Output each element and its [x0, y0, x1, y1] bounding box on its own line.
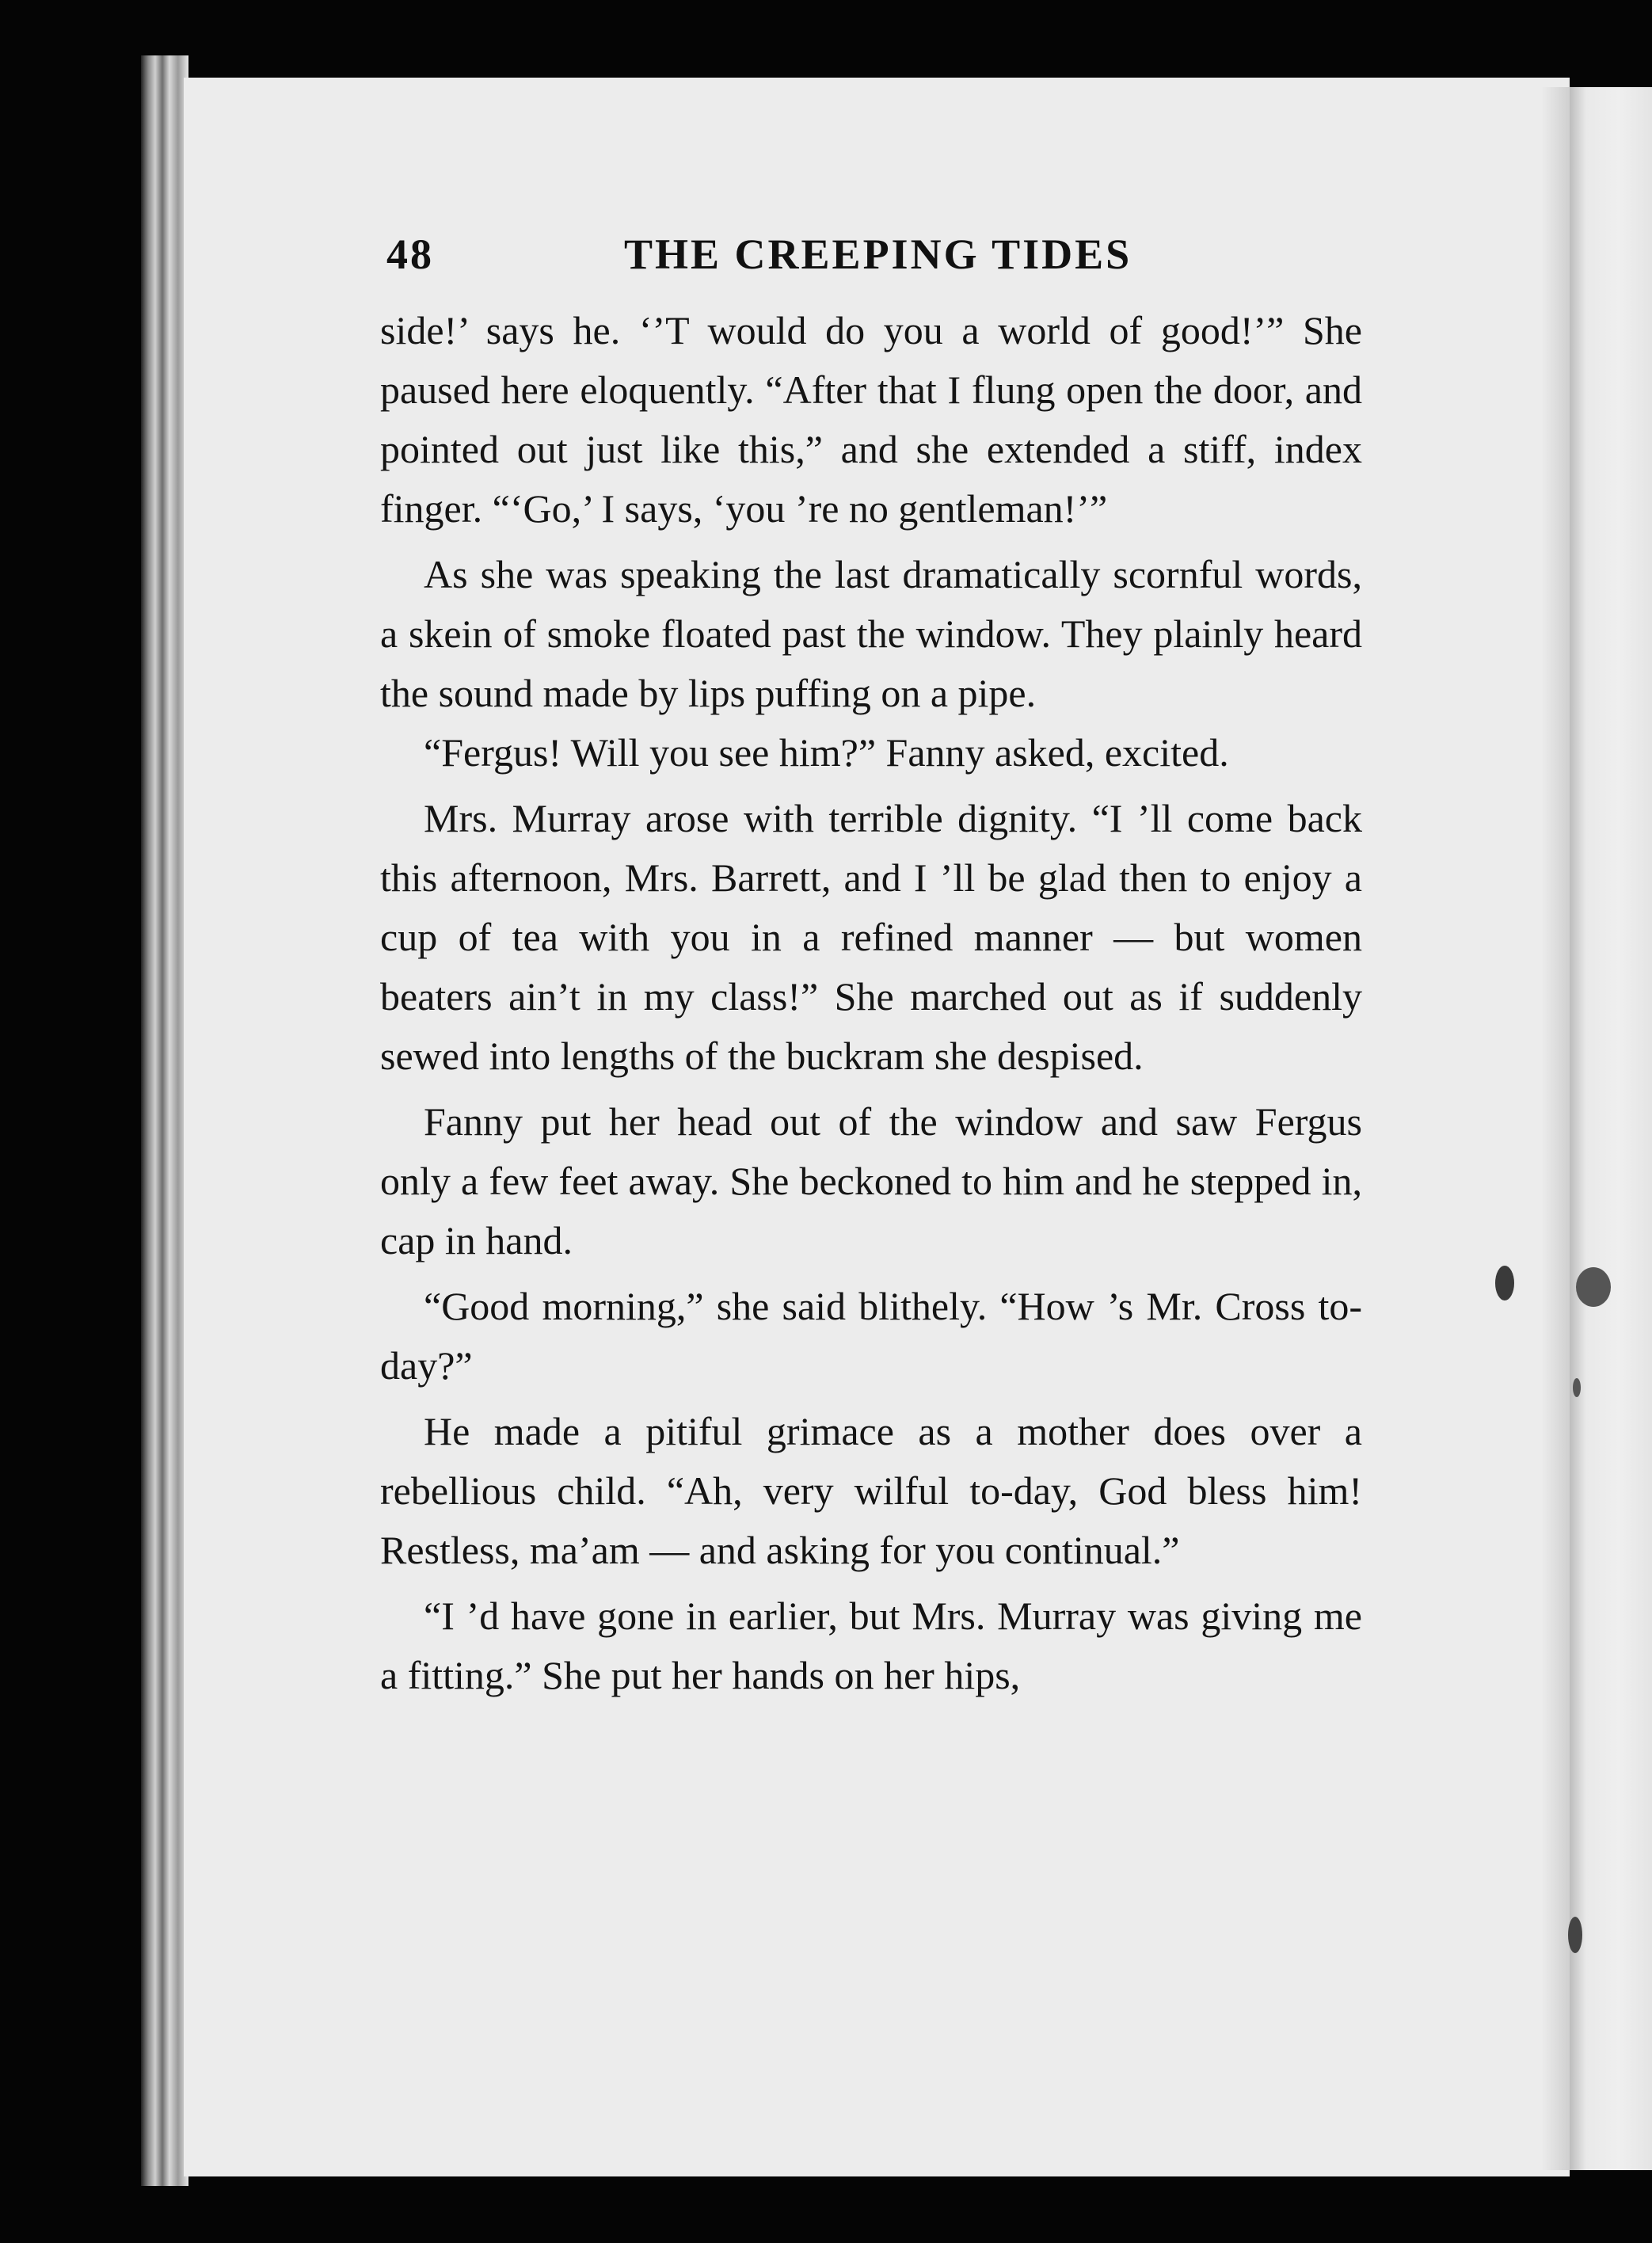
page-number: 48	[386, 230, 434, 278]
paragraph: He made a pitiful grimace as a mother does over a rebellious child. “Ah, very wilful to-day, God bless him! Restless, ma’am — and asking for you continual.”	[380, 1409, 1362, 1572]
gutter-shadow	[1541, 87, 1570, 2170]
paragraph: Mrs. Murray arose with terrible dignity. “I ’ll come back this afternoon, Mrs. Barrett, and I ’ll be glad then to enjoy a cup of tea with you in a refined manner — but women beaters ain’t in my class!” She marched out as if suddenly sewed into lengths of the buckram she despised.	[380, 796, 1362, 1078]
running-header	[386, 230, 1147, 277]
paragraph: side!’ says he. ‘’T would do you a world of good!’” She paused here eloquently. “After that I flung open the door, and pointed out just like this,” and she extended a stiff, index finger. “‘Go,’ I says, ‘you ’re no gentleman!’”	[380, 308, 1362, 531]
body-text	[380, 301, 1362, 1705]
page-stack-edge	[141, 55, 188, 2186]
paragraph: As she was speaking the last dramatically scornful words, a skein of smoke floated past the window. They plainly heard the sound made by lips puffing on a pipe.	[380, 552, 1362, 715]
paragraph: Fanny put her head out of the window and saw Fergus only a few feet away. She beckoned to him and he stepped in, cap in hand.	[380, 1099, 1362, 1262]
paragraph: “I ’d have gone in earlier, but Mrs. Murray was giving me a fitting.” She put her hands on her hips,	[380, 1594, 1362, 1697]
paragraph: “Fergus! Will you see him?” Fanny asked, excited.	[424, 730, 1229, 775]
ink-blot	[1573, 1378, 1581, 1397]
ink-blot	[1568, 1917, 1582, 1953]
ink-blot	[1576, 1267, 1611, 1307]
facing-page-gutter	[1570, 87, 1652, 2170]
paragraph: “Good morning,” she said blithely. “How ’s Mr. Cross to-day?”	[380, 1284, 1362, 1388]
running-title: THE CREEPING TIDES	[624, 230, 1132, 278]
ink-blot	[1495, 1266, 1514, 1300]
